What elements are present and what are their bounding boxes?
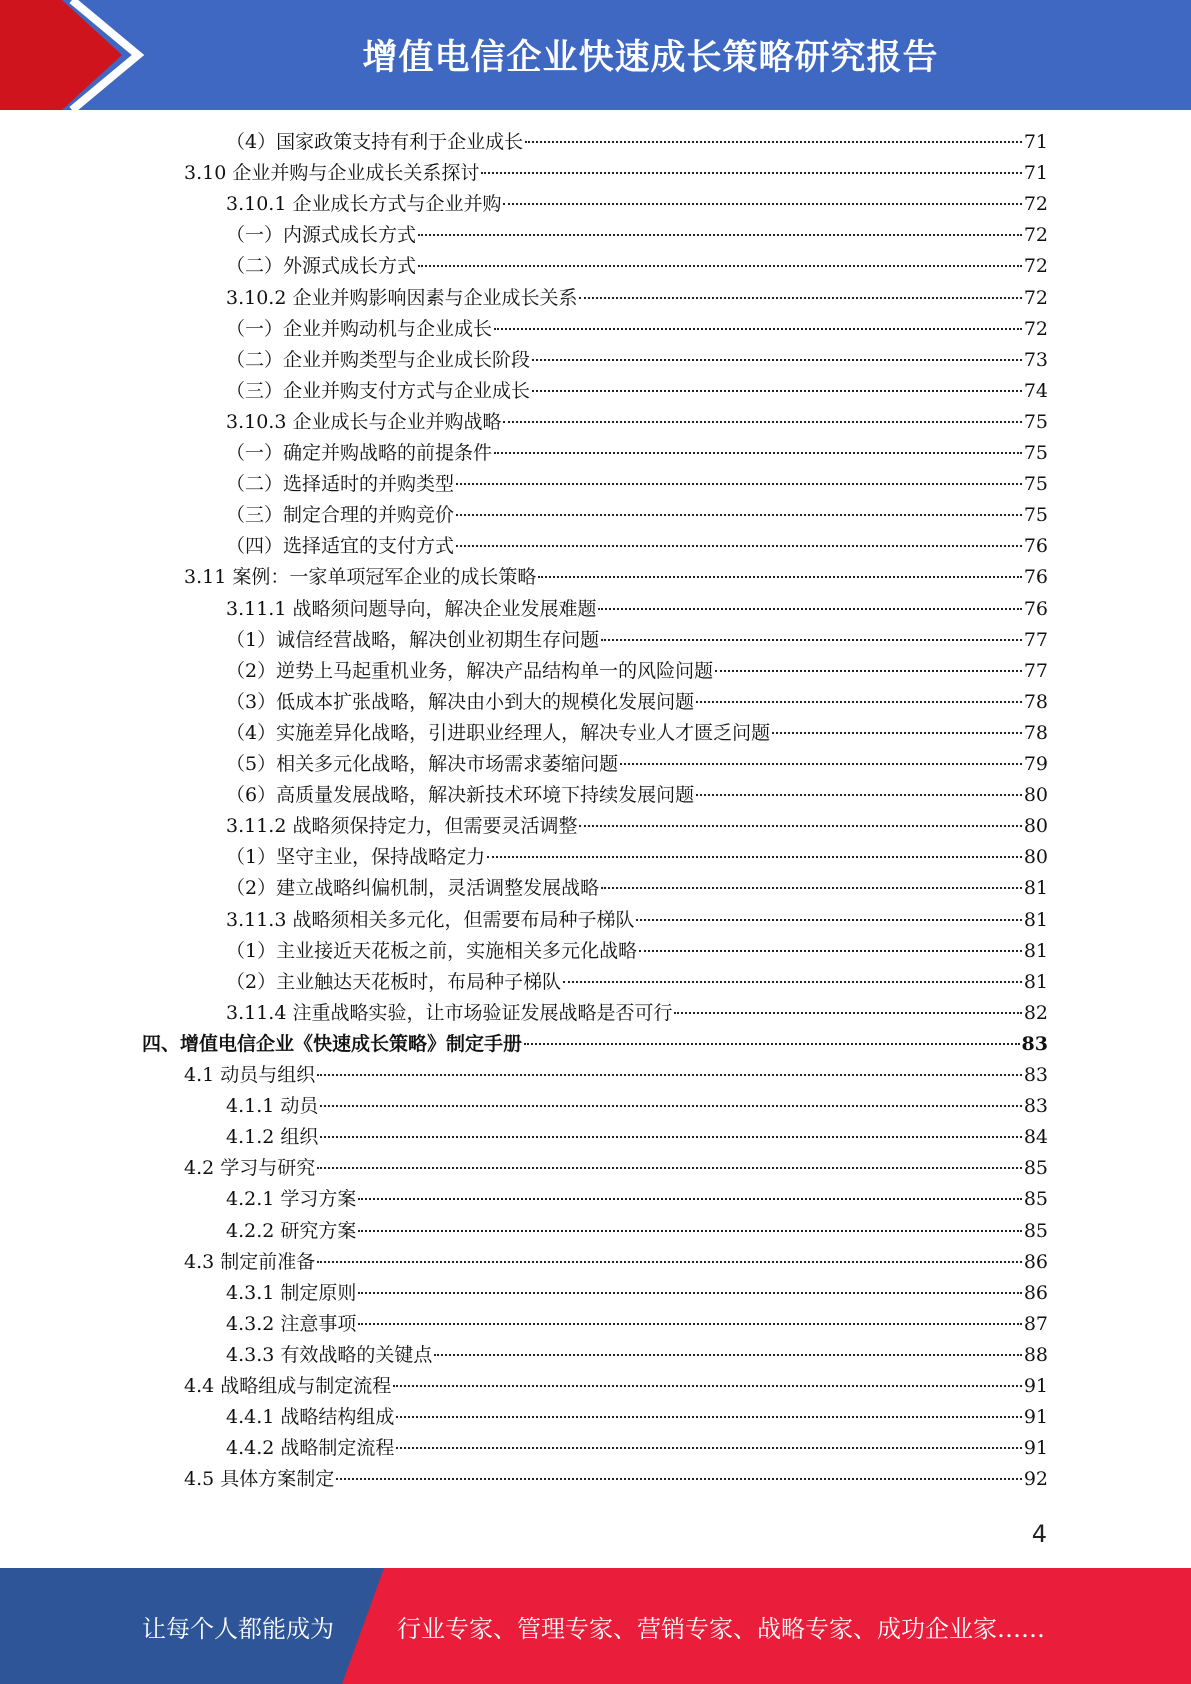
toc-entry-page: 72 <box>1023 286 1048 309</box>
toc-entry-page: 91 <box>1023 1437 1048 1460</box>
toc-entry[interactable] <box>226 1340 1048 1371</box>
toc-entry-page: 78 <box>1023 721 1048 744</box>
toc-entry[interactable] <box>226 780 1048 811</box>
toc-entry-title: 4.1 动员与组织 <box>184 1064 316 1086</box>
toc-entry-title: 四、增值电信企业《快速成长策略》制定手册 <box>142 1032 523 1055</box>
header-red-arrow-decoration <box>0 0 150 110</box>
toc-entry[interactable] <box>226 749 1048 780</box>
toc-dot-leader <box>579 825 1021 827</box>
toc-entry-page: 81 <box>1023 908 1048 931</box>
toc-entry-page: 80 <box>1023 784 1048 807</box>
toc-entry-title: （1）诚信经营战略，解决创业初期生存问题 <box>226 628 600 651</box>
toc-dot-leader <box>336 1478 1022 1480</box>
toc-entry[interactable] <box>226 1122 1048 1153</box>
toc-dot-leader <box>358 1198 1021 1200</box>
page-number: 4 <box>1031 1520 1047 1548</box>
toc-dot-leader <box>563 981 1022 983</box>
toc-entry-title: 4.2.1 学习方案 <box>226 1188 357 1211</box>
toc-entry-page: 71 <box>1023 131 1048 153</box>
toc-entry-page: 80 <box>1023 846 1048 869</box>
toc-entry[interactable] <box>226 656 1048 687</box>
toc-entry-page: 72 <box>1023 193 1048 216</box>
toc-entry-title: （二）外源式成长方式 <box>226 255 417 278</box>
toc-dot-leader <box>579 297 1021 299</box>
toc-entry-page: 76 <box>1023 535 1048 558</box>
toc-entry-title: 3.10.1 企业成长方式与企业并购 <box>226 193 502 216</box>
toc-entry-page: 91 <box>1023 1406 1048 1429</box>
toc-entry[interactable] <box>226 127 1048 158</box>
toc-entry-title: （2）逆势上马起重机业务，解决产品结构单一的风险问题 <box>226 659 714 682</box>
toc-entry-title: 4.3 制定前准备 <box>184 1250 316 1273</box>
toc-entry[interactable] <box>226 1402 1048 1433</box>
toc-dot-leader <box>696 701 1022 703</box>
toc-entry[interactable] <box>142 1029 1048 1060</box>
document-title: 增值电信企业快速成长策略研究报告 <box>362 38 939 78</box>
toc-entry-title: 3.10.3 企业成长与企业并购战略 <box>226 410 502 433</box>
toc-entry-title: （2）主业触达天花板时，布局种子梯队 <box>226 970 562 993</box>
toc-dot-leader <box>503 203 1021 205</box>
toc-entry[interactable] <box>226 531 1048 562</box>
toc-dot-leader <box>358 1323 1021 1325</box>
toc-dot-leader <box>418 265 1022 267</box>
toc-entry-page: 76 <box>1023 597 1048 620</box>
toc-entry-title: （3）低成本扩张战略，解决由小到大的规模化发展问题 <box>226 690 695 713</box>
toc-dot-leader <box>532 390 1022 392</box>
footer-slogan-left: 让每个人都能成为 <box>142 1614 334 1643</box>
toc-dot-leader <box>601 887 1022 889</box>
toc-entry[interactable] <box>226 1091 1048 1122</box>
toc-dot-leader <box>494 452 1022 454</box>
toc-entry[interactable] <box>226 842 1048 873</box>
toc-entry-page: 75 <box>1023 504 1048 527</box>
toc-entry[interactable] <box>226 967 1048 998</box>
toc-entry-page: 72 <box>1023 317 1048 340</box>
toc-entry-page: 82 <box>1023 1001 1048 1024</box>
toc-entry-page: 75 <box>1023 442 1048 464</box>
toc-entry-title: 3.11.3 战略须相关多元化，但需要布局种子梯队 <box>226 908 635 931</box>
toc-entry-title: （1）主业接近天花板之前，实施相关多元化战略 <box>226 939 638 962</box>
toc-dot-leader <box>503 421 1021 423</box>
toc-entry-page: 72 <box>1023 224 1048 247</box>
toc-dot-leader <box>317 1074 1022 1076</box>
toc-dot-leader <box>525 141 1022 143</box>
toc-dot-leader <box>532 359 1022 361</box>
toc-entry-page: 83 <box>1023 1064 1048 1086</box>
toc-entry[interactable] <box>226 936 1048 967</box>
toc-entry-page: 80 <box>1023 815 1048 838</box>
toc-entry-title: 4.5 具体方案制定 <box>184 1468 335 1491</box>
toc-entry-title: 3.11.1 战略须问题导向，解决企业发展难题 <box>226 597 597 620</box>
toc-entry-page: 84 <box>1023 1126 1048 1149</box>
toc-entry[interactable] <box>226 811 1048 842</box>
toc-entry[interactable] <box>184 562 1048 593</box>
toc-dot-leader <box>481 172 1021 174</box>
toc-dot-leader <box>487 856 1022 858</box>
toc-dot-leader <box>456 514 1022 516</box>
toc-entry[interactable] <box>226 469 1048 500</box>
toc-entry-title: 3.11 案例：一家单项冠军企业的成长策略 <box>184 566 537 589</box>
toc-entry-page: 83 <box>1023 1095 1048 1118</box>
toc-entry[interactable] <box>184 1371 1048 1402</box>
toc-entry-title: （三）制定合理的并购竞价 <box>226 504 455 527</box>
toc-entry[interactable] <box>226 189 1048 220</box>
toc-entry-title: （4）实施差异化战略，引进职业经理人，解决专业人才匮乏问题 <box>226 721 771 744</box>
toc-entry[interactable] <box>226 1184 1048 1215</box>
toc-entry-page: 81 <box>1023 877 1048 900</box>
toc-entry[interactable] <box>226 625 1048 656</box>
toc-entry-title: 4.2.2 研究方案 <box>226 1219 357 1242</box>
toc-entry[interactable] <box>226 687 1048 718</box>
toc-dot-leader <box>598 608 1021 610</box>
toc-entry-page: 72 <box>1023 255 1048 278</box>
toc-dot-leader <box>772 732 1022 734</box>
toc-entry[interactable] <box>226 500 1048 531</box>
toc-dot-leader <box>639 950 1022 952</box>
toc-entry-page: 88 <box>1023 1343 1048 1366</box>
toc-entry-page: 71 <box>1023 162 1048 185</box>
toc-dot-leader <box>636 919 1021 921</box>
toc-entry[interactable] <box>226 314 1048 345</box>
toc-entry-page: 86 <box>1023 1281 1048 1304</box>
page-footer <box>0 1568 1191 1684</box>
toc-entry-title: 3.11.2 战略须保持定力，但需要灵活调整 <box>226 815 578 838</box>
toc-entry-title: 4.2 学习与研究 <box>184 1157 316 1180</box>
toc-entry[interactable] <box>226 1433 1048 1464</box>
toc-entry-title: 4.4 战略组成与制定流程 <box>184 1375 392 1397</box>
toc-dot-leader <box>317 1167 1022 1169</box>
toc-dot-leader <box>456 545 1022 547</box>
toc-entry[interactable] <box>184 1247 1048 1278</box>
toc-dot-leader <box>494 328 1022 330</box>
toc-entry-page: 77 <box>1023 628 1048 651</box>
toc-entry[interactable] <box>184 1464 1048 1495</box>
toc-entry-page: 78 <box>1023 690 1048 713</box>
page-header <box>0 0 1191 110</box>
toc-dot-leader <box>393 1385 1022 1387</box>
toc-entry-title: （4）国家政策支持有利于企业成长 <box>226 131 524 153</box>
toc-dot-leader <box>418 234 1022 236</box>
toc-entry-page: 86 <box>1023 1250 1048 1273</box>
toc-dot-leader <box>715 670 1022 672</box>
toc-entry-page: 85 <box>1023 1157 1048 1180</box>
toc-dot-leader <box>396 1416 1021 1418</box>
toc-entry[interactable] <box>226 718 1048 749</box>
footer-slogan-right: 行业专家、管理专家、营销专家、战略专家、成功企业家…… <box>397 1614 1045 1643</box>
toc-entry-page: 76 <box>1023 566 1048 589</box>
toc-dot-leader <box>456 483 1022 485</box>
toc-entry-page: 81 <box>1023 939 1048 962</box>
toc-entry-title: 4.3.3 有效战略的关键点 <box>226 1343 433 1366</box>
toc-entry-page: 92 <box>1023 1468 1048 1491</box>
toc-entry[interactable] <box>226 1278 1048 1309</box>
toc-entry-title: （1）坚守主业，保持战略定力 <box>226 846 486 869</box>
toc-entry[interactable] <box>226 283 1048 314</box>
toc-dot-leader <box>601 639 1022 641</box>
toc-entry[interactable] <box>226 438 1048 469</box>
toc-entry[interactable] <box>226 594 1048 625</box>
toc-dot-leader <box>696 794 1022 796</box>
toc-entry-title: （一）企业并购动机与企业成长 <box>226 317 493 340</box>
toc-dot-leader <box>358 1230 1021 1232</box>
toc-entry-page: 85 <box>1023 1219 1048 1242</box>
toc-entry-title: （2）建立战略纠偏机制，灵活调整发展战略 <box>226 877 600 900</box>
toc-dot-leader <box>396 1447 1021 1449</box>
toc-dot-leader <box>317 1261 1022 1263</box>
toc-entry-title: （四）选择适宜的支付方式 <box>226 535 455 558</box>
toc-entry-page: 77 <box>1023 659 1048 682</box>
toc-entry-title: 4.3.1 制定原则 <box>226 1281 357 1304</box>
toc-entry-page: 87 <box>1023 1312 1048 1335</box>
toc-entry-page: 85 <box>1023 1188 1048 1211</box>
toc-entry[interactable] <box>226 905 1048 936</box>
toc-entry-title: （二）企业并购类型与企业成长阶段 <box>226 348 531 371</box>
toc-entry[interactable] <box>226 407 1048 438</box>
toc-entry-title: 4.4.1 战略结构组成 <box>226 1406 395 1429</box>
toc-dot-leader <box>320 1136 1021 1138</box>
toc-entry-page: 83 <box>1021 1032 1048 1055</box>
toc-entry[interactable] <box>184 158 1048 189</box>
toc-dot-leader <box>524 1043 1020 1045</box>
toc-entry-title: （二）选择适时的并购类型 <box>226 473 455 496</box>
toc-entry-page: 74 <box>1023 379 1048 402</box>
toc-entry-page: 79 <box>1023 753 1048 775</box>
toc-entry[interactable] <box>226 1309 1048 1340</box>
toc-entry[interactable] <box>226 873 1048 904</box>
toc-dot-leader <box>620 763 1022 765</box>
toc-entry-title: （一）确定并购战略的前提条件 <box>226 442 493 464</box>
toc-entry[interactable] <box>226 1216 1048 1247</box>
toc-entry[interactable] <box>226 251 1048 282</box>
toc-entry-page: 73 <box>1023 348 1048 371</box>
toc-entry-title: （三）企业并购支付方式与企业成长 <box>226 379 531 402</box>
toc-entry[interactable] <box>226 345 1048 376</box>
toc-dot-leader <box>674 1012 1021 1014</box>
toc-entry-title: （6）高质量发展战略，解决新技术环境下持续发展问题 <box>226 784 695 807</box>
toc-entry-page: 91 <box>1023 1375 1048 1397</box>
toc-entry[interactable] <box>226 376 1048 407</box>
toc-entry-title: 3.10 企业并购与企业成长关系探讨 <box>184 162 480 185</box>
toc-entry[interactable] <box>226 220 1048 251</box>
toc-entry[interactable] <box>226 998 1048 1029</box>
toc-entry-page: 75 <box>1023 473 1048 496</box>
toc-entry-title: 3.11.4 注重战略实验，让市场验证发展战略是否可行 <box>226 1001 673 1024</box>
toc-dot-leader <box>538 576 1021 578</box>
toc-dot-leader <box>358 1292 1021 1294</box>
toc-entry-title: 4.1.2 组织 <box>226 1126 319 1149</box>
toc-entry[interactable] <box>184 1153 1048 1184</box>
toc-dot-leader <box>434 1354 1021 1356</box>
toc-entry-title: 4.3.2 注意事项 <box>226 1312 357 1335</box>
toc-entry-title: 4.1.1 动员 <box>226 1095 319 1118</box>
toc-entry-title: （5）相关多元化战略，解决市场需求萎缩问题 <box>226 753 619 775</box>
toc-entry-title: （一）内源式成长方式 <box>226 224 417 247</box>
toc-entry-page: 81 <box>1023 970 1048 993</box>
toc-entry[interactable] <box>184 1060 1048 1091</box>
toc-entry-title: 4.4.2 战略制定流程 <box>226 1437 395 1460</box>
toc-entry-title: 3.10.2 企业并购影响因素与企业成长关系 <box>226 286 578 309</box>
toc-entry-page: 75 <box>1023 410 1048 433</box>
toc-dot-leader <box>320 1105 1021 1107</box>
